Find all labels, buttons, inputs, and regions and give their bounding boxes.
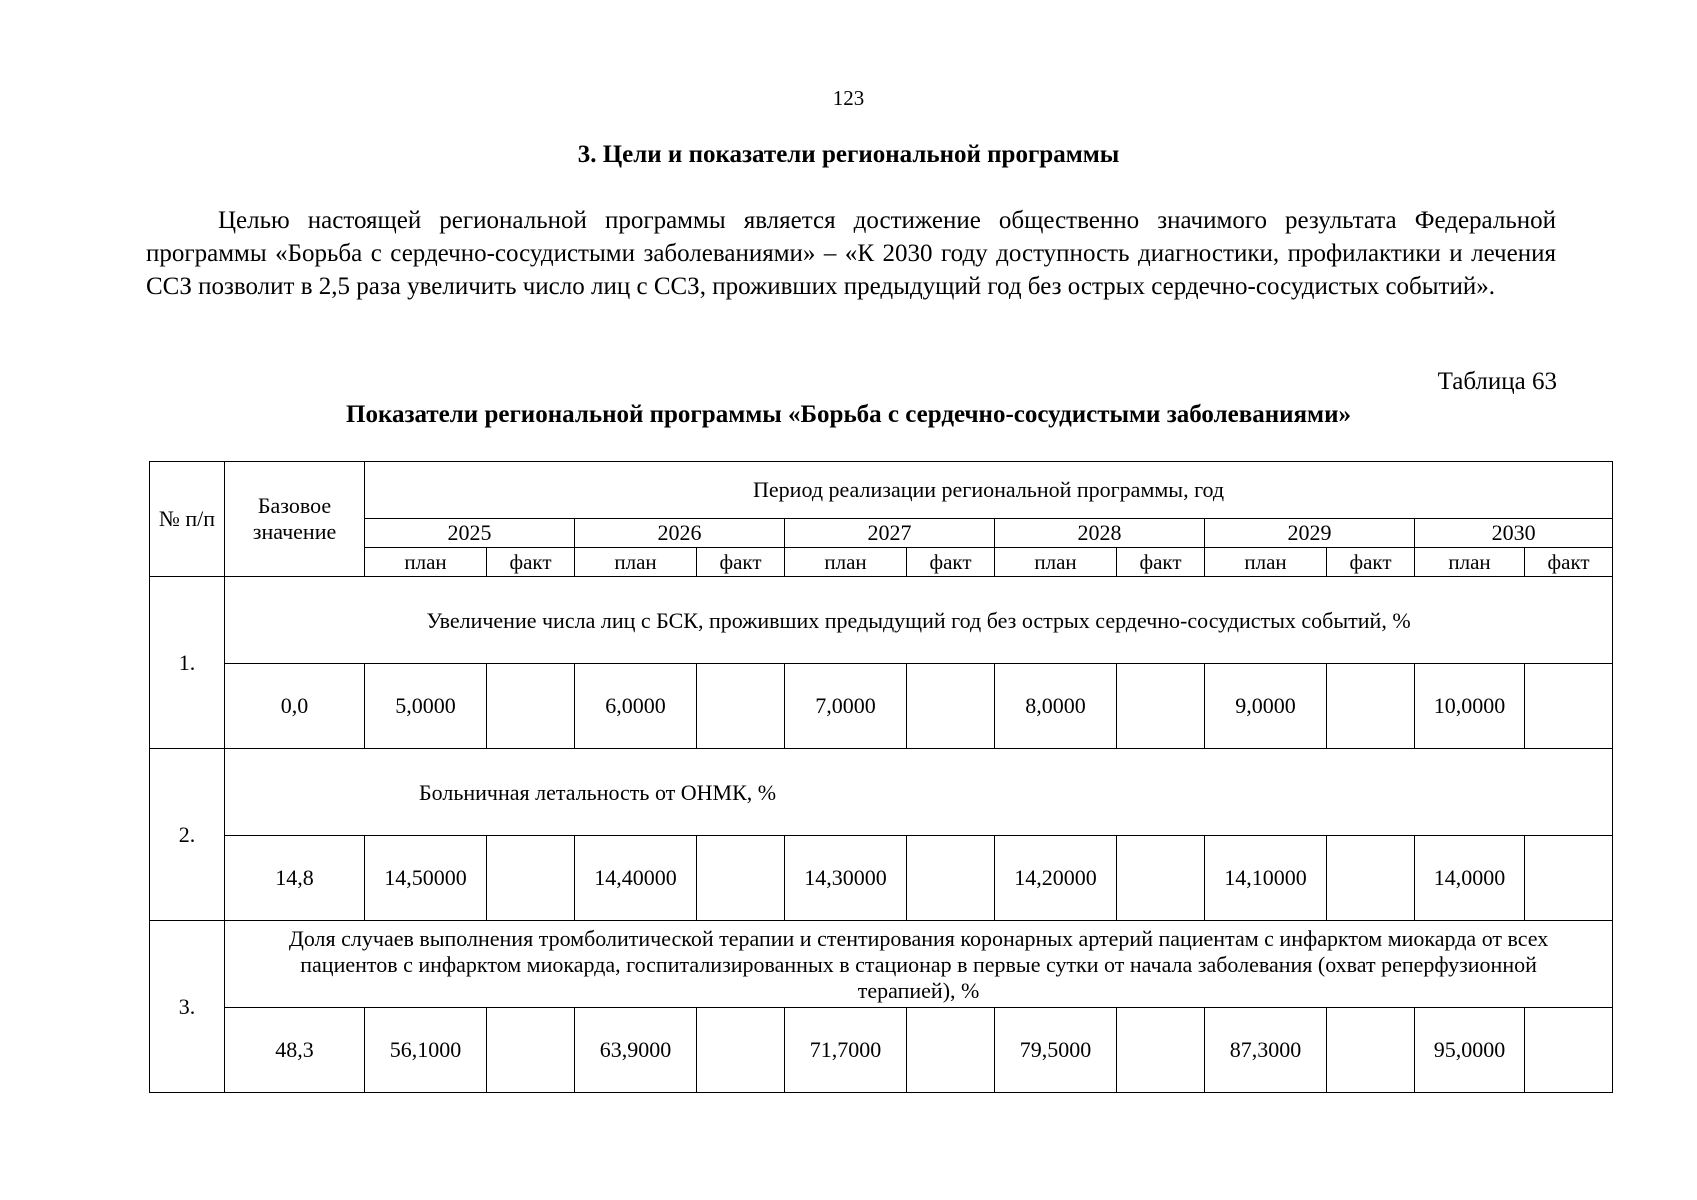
plan-value: 14,20000 (995, 836, 1117, 921)
header-year: 2029 (1205, 519, 1415, 548)
row-number: 2. (150, 749, 225, 921)
header-fact: факт (487, 548, 575, 577)
section-title: 3. Цели и показатели региональной программы (577, 141, 1120, 168)
header-period: Период реализации региональной программы, год (365, 462, 1613, 519)
plan-value: 56,1000 (365, 1008, 487, 1093)
table-row (150, 749, 1613, 836)
plan-value: 63,9000 (575, 1008, 697, 1093)
plan-value: 14,30000 (785, 836, 907, 921)
plan-value: 14,0000 (1415, 836, 1525, 921)
fact-value (1525, 1008, 1613, 1093)
header-fact: факт (1117, 548, 1205, 577)
header-fact: факт (1525, 548, 1613, 577)
table-row (150, 1008, 1613, 1093)
fact-value (697, 1008, 785, 1093)
fact-value (1327, 664, 1415, 749)
plan-value: 14,40000 (575, 836, 697, 921)
header-plan: план (365, 548, 487, 577)
plan-value: 14,10000 (1205, 836, 1327, 921)
indicators-table (149, 461, 1613, 1093)
header-year: 2026 (575, 519, 785, 548)
header-fact: факт (697, 548, 785, 577)
base-value: 14,8 (225, 836, 365, 921)
header-plan: план (995, 548, 1117, 577)
plan-value: 87,3000 (1205, 1008, 1327, 1093)
intro-paragraph: Целью настоящей региональной программы является достижение общественно значимого результата Федеральной программы «Борьба с сердечно-сосудистыми заболеваниями» – «К 2030 году доступность диагностики, профилактики и лечения ССЗ позволит в 2,5 раза увеличить число лиц с ССЗ, проживших предыдущий год без острых сердечно-сосудистых событий». (146, 207, 1556, 300)
header-plan: план (785, 548, 907, 577)
fact-value (1525, 664, 1613, 749)
fact-value (907, 836, 995, 921)
header-num: № п/п (150, 462, 225, 577)
fact-value (697, 664, 785, 749)
header-year: 2025 (365, 519, 575, 548)
header-plan: план (575, 548, 697, 577)
plan-value: 7,0000 (785, 664, 907, 749)
plan-value: 9,0000 (1205, 664, 1327, 749)
header-year: 2028 (995, 519, 1205, 548)
plan-value: 10,0000 (1415, 664, 1525, 749)
fact-value (1327, 836, 1415, 921)
header-plan: план (1205, 548, 1327, 577)
header-base: Базовое значение (225, 462, 365, 577)
row-number: 1. (150, 577, 225, 749)
fact-value (1117, 1008, 1205, 1093)
fact-value (907, 664, 995, 749)
plan-value: 71,7000 (785, 1008, 907, 1093)
plan-value: 14,50000 (365, 836, 487, 921)
plan-value: 8,0000 (995, 664, 1117, 749)
header-fact: факт (907, 548, 995, 577)
plan-value: 5,0000 (365, 664, 487, 749)
header-fact: факт (1327, 548, 1415, 577)
plan-value: 95,0000 (1415, 1008, 1525, 1093)
table-row (150, 836, 1613, 921)
fact-value (487, 1008, 575, 1093)
page-number: 123 (832, 86, 865, 110)
header-year: 2030 (1415, 519, 1613, 548)
base-value: 0,0 (225, 664, 365, 749)
row-number: 3. (150, 921, 225, 1093)
base-value: 48,3 (225, 1008, 365, 1093)
indicator-name: Больничная летальность от ОНМК, % (225, 749, 1613, 836)
header-year: 2027 (785, 519, 995, 548)
fact-value (1117, 836, 1205, 921)
fact-value (697, 836, 785, 921)
indicator-name: Увеличение числа лиц с БСК, проживших предыдущий год без острых сердечно-сосудистых событий, % (225, 577, 1613, 664)
table-caption: Показатели региональной программы «Борьба с сердечно-сосудистыми заболеваниями» (346, 401, 1351, 428)
table-row (150, 921, 1613, 1008)
table-row (150, 577, 1613, 664)
fact-value (487, 664, 575, 749)
fact-value (1117, 664, 1205, 749)
table-number: Таблица 63 (1437, 368, 1557, 395)
fact-value (1327, 1008, 1415, 1093)
indicator-name: Доля случаев выполнения тромболитической терапии и стентирования коронарных артерий пациентам с инфарктом миокарда от всех пациентов с инфарктом миокарда, госпитализированных в стационар в первые сутки от начала заболевания (охват реперфузионной терапией), % (225, 921, 1613, 1008)
fact-value (907, 1008, 995, 1093)
fact-value (487, 836, 575, 921)
plan-value: 6,0000 (575, 664, 697, 749)
table-row (150, 664, 1613, 749)
header-plan: план (1415, 548, 1525, 577)
fact-value (1525, 836, 1613, 921)
plan-value: 79,5000 (995, 1008, 1117, 1093)
